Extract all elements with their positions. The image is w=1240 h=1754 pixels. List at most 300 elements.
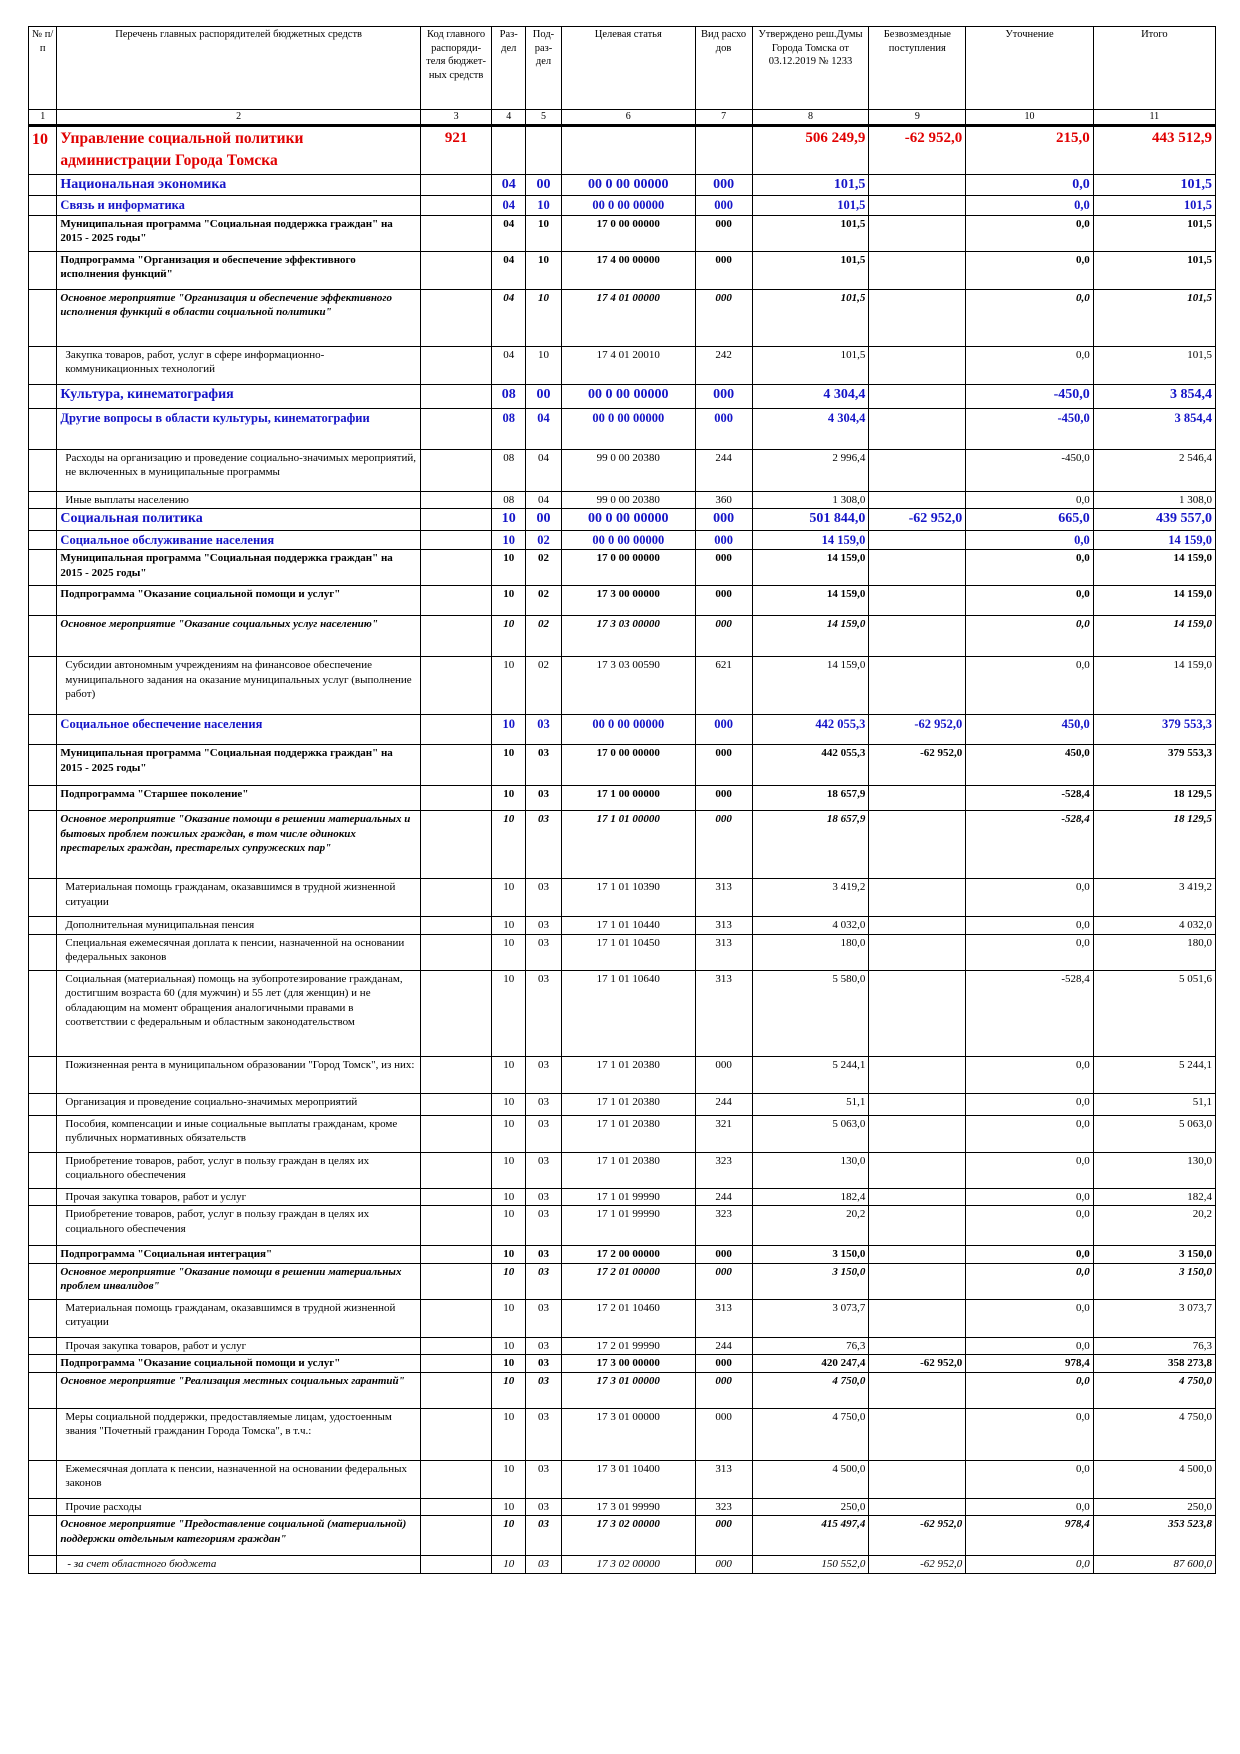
row-approved: 180,0 [752,934,869,970]
row-approved: 20,2 [752,1206,869,1246]
row-approved: 101,5 [752,251,869,289]
row-approved: 5 244,1 [752,1056,869,1093]
row-expense-type: 000 [695,251,752,289]
row-approved: 506 249,9 [752,126,869,175]
row-expense-type: 000 [695,1056,752,1093]
row-expense-type: 313 [695,917,752,935]
row-adjustment: 978,4 [966,1355,1093,1373]
row-razdel: 10 [492,745,526,786]
row-razdel: 10 [492,550,526,586]
table-row [29,1152,1216,1188]
row-podrazdel: 03 [526,1263,562,1299]
row-total: 4 032,0 [1093,917,1215,935]
row-total: 4 750,0 [1093,1408,1215,1460]
row-expense-type: 244 [695,1188,752,1206]
row-grants [869,1056,966,1093]
table-row [29,215,1216,251]
table-row [29,1115,1216,1152]
row-podrazdel: 03 [526,811,562,879]
row-grants [869,1408,966,1460]
table-row [29,1372,1216,1408]
row-approved: 4 500,0 [752,1460,869,1498]
table-row [29,1206,1216,1246]
row-grants [869,616,966,657]
row-grants: -62 952,0 [869,745,966,786]
row-number [29,509,57,530]
row-expense-type: 000 [695,786,752,811]
row-number [29,879,57,917]
row-razdel: 10 [492,879,526,917]
row-number [29,530,57,550]
row-name: Другие вопросы в области культуры, кинематографии [57,408,420,449]
row-adjustment: -528,4 [966,786,1093,811]
row-adjustment: -528,4 [966,970,1093,1056]
row-target-article: 99 0 00 20380 [561,491,695,509]
table-row [29,786,1216,811]
row-code: 921 [420,126,492,175]
row-number [29,1372,57,1408]
row-razdel: 10 [492,1516,526,1556]
row-target-article: 17 1 01 99990 [561,1206,695,1246]
row-expense-type: 323 [695,1498,752,1516]
row-expense-type: 313 [695,1299,752,1337]
row-number [29,1460,57,1498]
table-row [29,550,1216,586]
row-podrazdel: 10 [526,196,562,216]
row-razdel: 10 [492,715,526,745]
row-number [29,1246,57,1264]
row-expense-type: 321 [695,1115,752,1152]
row-code [420,934,492,970]
row-target-article: 17 3 02 00000 [561,1516,695,1556]
row-podrazdel: 02 [526,616,562,657]
row-total: 182,4 [1093,1188,1215,1206]
row-number [29,550,57,586]
table-row [29,934,1216,970]
row-name: Закупка товаров, работ, услуг в сфере информационно-коммуникационных технологий [57,346,420,384]
row-approved: 415 497,4 [752,1516,869,1556]
table-row [29,449,1216,491]
row-approved: 5 580,0 [752,970,869,1056]
row-adjustment: 0,0 [966,215,1093,251]
row-name: Приобретение товаров, работ, услуг в пользу граждан в целях их социального обеспечения [57,1206,420,1246]
row-name: Социальная политика [57,509,420,530]
row-podrazdel: 03 [526,1093,562,1115]
budget-table [28,26,1216,1574]
row-name: Материальная помощь гражданам, оказавшимся в трудной жизненной ситуации [57,879,420,917]
row-number [29,491,57,509]
row-podrazdel: 04 [526,491,562,509]
row-name: Ежемесячная доплата к пенсии, назначенной на основании федеральных законов [57,1460,420,1498]
table-row [29,715,1216,745]
row-target-article: 17 1 01 00000 [561,811,695,879]
row-total: 101,5 [1093,346,1215,384]
row-adjustment: 0,0 [966,1115,1093,1152]
row-code [420,715,492,745]
table-row [29,174,1216,195]
row-number [29,786,57,811]
row-number [29,1188,57,1206]
row-podrazdel: 03 [526,1355,562,1373]
row-razdel: 10 [492,1152,526,1188]
header-razdel: Раз-дел [492,27,526,110]
row-total: 3 419,2 [1093,879,1215,917]
row-name: Приобретение товаров, работ, услуг в пользу граждан в целях их социального обеспечения [57,1152,420,1188]
row-razdel: 04 [492,174,526,195]
row-code [420,1498,492,1516]
row-total: 101,5 [1093,215,1215,251]
row-grants [869,408,966,449]
row-total: 101,5 [1093,196,1215,216]
row-approved: 2 996,4 [752,449,869,491]
row-code [420,346,492,384]
column-number: 4 [492,110,526,126]
table-row [29,1408,1216,1460]
row-name: Муниципальная программа "Социальная поддержка граждан" на 2015 - 2025 годы" [57,550,420,586]
row-total: 5 063,0 [1093,1115,1215,1152]
row-name: Основное мероприятие "Предоставление социальной (материальной) поддержки отдельным категориям граждан" [57,1516,420,1556]
row-total: 5 051,6 [1093,970,1215,1056]
row-razdel: 10 [492,1299,526,1337]
table-row [29,1355,1216,1373]
row-target-article: 17 3 01 99990 [561,1498,695,1516]
row-name: Основное мероприятие "Реализация местных социальных гарантий" [57,1372,420,1408]
row-target-article: 17 0 00 00000 [561,215,695,251]
header-approved: Утверждено реш.Думы Города Томска от 03.12.2019 № 1233 [752,27,869,110]
table-row [29,491,1216,509]
row-name: Культура, кинематография [57,384,420,408]
row-total: 3 150,0 [1093,1263,1215,1299]
row-expense-type: 000 [695,745,752,786]
row-code [420,1372,492,1408]
row-code [420,550,492,586]
row-expense-type: 000 [695,408,752,449]
row-adjustment: 0,0 [966,1056,1093,1093]
row-razdel: 10 [492,1093,526,1115]
row-total: 250,0 [1093,1498,1215,1516]
row-number [29,1556,57,1574]
row-razdel: 10 [492,1246,526,1264]
row-approved: 442 055,3 [752,715,869,745]
row-code [420,1355,492,1373]
row-number [29,917,57,935]
row-razdel: 10 [492,616,526,657]
row-expense-type: 000 [695,1408,752,1460]
row-expense-type: 000 [695,1556,752,1574]
row-total: 14 159,0 [1093,586,1215,616]
row-approved: 4 304,4 [752,384,869,408]
row-podrazdel: 03 [526,1460,562,1498]
row-target-article: 17 3 01 10400 [561,1460,695,1498]
row-adjustment: 0,0 [966,1556,1093,1574]
row-total: 4 750,0 [1093,1372,1215,1408]
header-podrazdel: Под-раз-дел [526,27,562,110]
row-expense-type: 244 [695,449,752,491]
row-total: 180,0 [1093,934,1215,970]
column-number: 5 [526,110,562,126]
row-razdel [492,126,526,175]
row-grants: -62 952,0 [869,715,966,745]
row-total: 3 073,7 [1093,1299,1215,1337]
row-name: Специальная ежемесячная доплата к пенсии, назначенной на основании федеральных законов [57,934,420,970]
row-code [420,1115,492,1152]
row-razdel: 10 [492,1206,526,1246]
row-target-article: 17 2 00 00000 [561,1246,695,1264]
row-adjustment: 0,0 [966,1372,1093,1408]
table-row [29,1093,1216,1115]
row-total: 439 557,0 [1093,509,1215,530]
row-grants [869,586,966,616]
row-total: 18 129,5 [1093,786,1215,811]
row-adjustment: 0,0 [966,879,1093,917]
row-podrazdel: 02 [526,530,562,550]
row-target-article: 17 1 01 10390 [561,879,695,917]
row-expense-type: 000 [695,1372,752,1408]
table-header-row [29,27,1216,110]
row-podrazdel: 03 [526,1206,562,1246]
column-number: 9 [869,110,966,126]
row-target-article: 17 1 00 00000 [561,786,695,811]
row-adjustment: 0,0 [966,616,1093,657]
row-adjustment: 0,0 [966,1299,1093,1337]
row-target-article: 17 3 01 00000 [561,1372,695,1408]
row-razdel: 10 [492,530,526,550]
row-total: 14 159,0 [1093,550,1215,586]
column-number: 6 [561,110,695,126]
row-podrazdel: 03 [526,879,562,917]
column-number: 10 [966,110,1093,126]
row-razdel: 08 [492,449,526,491]
row-grants [869,196,966,216]
row-total: 443 512,9 [1093,126,1215,175]
row-number [29,215,57,251]
row-expense-type: 000 [695,509,752,530]
row-razdel: 04 [492,215,526,251]
row-expense-type: 000 [695,174,752,195]
row-expense-type: 313 [695,970,752,1056]
row-adjustment: 0,0 [966,1498,1093,1516]
row-grants [869,934,966,970]
row-target-article: 17 1 01 20380 [561,1056,695,1093]
row-approved: 14 159,0 [752,530,869,550]
row-grants [869,251,966,289]
row-podrazdel: 10 [526,289,562,346]
header-num: № п/п [29,27,57,110]
row-grants: -62 952,0 [869,1516,966,1556]
row-code [420,745,492,786]
row-number [29,1337,57,1355]
row-approved: 4 750,0 [752,1408,869,1460]
row-podrazdel: 00 [526,174,562,195]
row-name: Муниципальная программа "Социальная поддержка граждан" на 2015 - 2025 годы" [57,745,420,786]
row-expense-type: 313 [695,934,752,970]
row-grants: -62 952,0 [869,509,966,530]
row-expense-type: 323 [695,1206,752,1246]
row-target-article: 17 3 00 00000 [561,586,695,616]
row-total: 76,3 [1093,1337,1215,1355]
row-razdel: 10 [492,657,526,715]
row-total: 51,1 [1093,1093,1215,1115]
table-row [29,879,1216,917]
row-name: Прочие расходы [57,1498,420,1516]
row-target-article: 17 2 01 99990 [561,1337,695,1355]
row-total: 130,0 [1093,1152,1215,1188]
budget-document-page [28,26,1216,1574]
row-adjustment: 215,0 [966,126,1093,175]
row-podrazdel: 02 [526,550,562,586]
row-razdel: 10 [492,786,526,811]
header-total: Итого [1093,27,1215,110]
row-expense-type: 000 [695,586,752,616]
row-grants [869,289,966,346]
row-grants [869,215,966,251]
row-razdel: 10 [492,934,526,970]
row-target-article: 17 1 01 10640 [561,970,695,1056]
row-target-article: 17 0 00 00000 [561,745,695,786]
row-grants: -62 952,0 [869,1355,966,1373]
row-adjustment: -450,0 [966,449,1093,491]
row-expense-type: 000 [695,811,752,879]
column-number: 8 [752,110,869,126]
row-razdel: 10 [492,1188,526,1206]
row-name: Подпрограмма "Социальная интеграция" [57,1246,420,1264]
row-number [29,1152,57,1188]
row-grants [869,1263,966,1299]
row-code [420,530,492,550]
column-number: 3 [420,110,492,126]
table-row [29,126,1216,175]
row-adjustment: 0,0 [966,917,1093,935]
row-number [29,346,57,384]
row-total: 4 500,0 [1093,1460,1215,1498]
row-podrazdel: 03 [526,1556,562,1574]
row-code [420,811,492,879]
row-adjustment: 0,0 [966,657,1093,715]
row-razdel: 10 [492,1337,526,1355]
row-razdel: 04 [492,196,526,216]
table-row [29,970,1216,1056]
row-expense-type: 000 [695,616,752,657]
row-name: Меры социальной поддержки, предоставляемые лицам, удостоенным звания "Почетный гражданин Города Томска", в т.ч.: [57,1408,420,1460]
row-name: Социальное обеспечение населения [57,715,420,745]
row-code [420,1299,492,1337]
row-name: Пособия, компенсации и иные социальные выплаты гражданам, кроме публичных нормативных обязательств [57,1115,420,1152]
row-number [29,1355,57,1373]
row-approved: 14 159,0 [752,586,869,616]
row-target-article: 17 4 01 20010 [561,346,695,384]
row-code [420,1188,492,1206]
row-target-article: 17 1 01 20380 [561,1115,695,1152]
row-code [420,1460,492,1498]
row-podrazdel: 03 [526,1056,562,1093]
row-expense-type: 313 [695,1460,752,1498]
row-approved: 14 159,0 [752,550,869,586]
row-razdel: 10 [492,970,526,1056]
table-row [29,1516,1216,1556]
row-expense-type [695,126,752,175]
row-adjustment: -528,4 [966,811,1093,879]
row-grants [869,786,966,811]
row-razdel: 10 [492,811,526,879]
table-row [29,530,1216,550]
row-number [29,1115,57,1152]
row-number [29,586,57,616]
row-razdel: 10 [492,1263,526,1299]
row-code [420,1556,492,1574]
table-row [29,917,1216,935]
row-approved: 130,0 [752,1152,869,1188]
row-adjustment: 0,0 [966,1263,1093,1299]
row-approved: 442 055,3 [752,745,869,786]
row-razdel: 08 [492,384,526,408]
row-code [420,879,492,917]
row-razdel: 10 [492,1115,526,1152]
row-code [420,1516,492,1556]
row-number [29,408,57,449]
row-grants [869,550,966,586]
row-grants [869,879,966,917]
row-razdel: 10 [492,509,526,530]
row-code [420,384,492,408]
table-row [29,1188,1216,1206]
row-grants [869,657,966,715]
row-expense-type: 000 [695,550,752,586]
row-target-article: 00 0 00 00000 [561,384,695,408]
row-adjustment: 0,0 [966,586,1093,616]
row-code [420,1263,492,1299]
row-code [420,657,492,715]
row-podrazdel: 03 [526,1246,562,1264]
row-number [29,1498,57,1516]
row-grants [869,917,966,935]
row-podrazdel [526,126,562,175]
table-body [29,126,1216,1574]
row-expense-type: 000 [695,215,752,251]
header-code: Код главного распоряди-теля бюджет-ных средств [420,27,492,110]
row-name: Иные выплаты населению [57,491,420,509]
row-code [420,970,492,1056]
row-razdel: 04 [492,289,526,346]
row-adjustment: 450,0 [966,715,1093,745]
row-approved: 182,4 [752,1188,869,1206]
row-number [29,251,57,289]
row-target-article: 17 1 01 20380 [561,1093,695,1115]
row-podrazdel: 03 [526,1188,562,1206]
row-number: 10 [29,126,57,175]
row-target-article: 00 0 00 00000 [561,509,695,530]
row-podrazdel: 03 [526,1115,562,1152]
row-target-article: 17 3 00 00000 [561,1355,695,1373]
row-approved: 250,0 [752,1498,869,1516]
row-grants [869,346,966,384]
table-row [29,616,1216,657]
row-total: 14 159,0 [1093,657,1215,715]
row-approved: 5 063,0 [752,1115,869,1152]
row-grants: -62 952,0 [869,126,966,175]
row-code [420,1093,492,1115]
row-podrazdel: 03 [526,1152,562,1188]
row-target-article: 00 0 00 00000 [561,715,695,745]
row-approved: 101,5 [752,215,869,251]
row-target-article: 17 3 03 00590 [561,657,695,715]
row-name: Основное мероприятие "Оказание помощи в решении материальных и бытовых проблем пожилых граждан, в том числе одиноких престарелых граждан, престарелых супружеских пар" [57,811,420,879]
row-name: Муниципальная программа "Социальная поддержка граждан" на 2015 - 2025 годы" [57,215,420,251]
table-row [29,1263,1216,1299]
table-row [29,1498,1216,1516]
row-total: 101,5 [1093,289,1215,346]
row-total: 14 159,0 [1093,616,1215,657]
row-approved: 101,5 [752,346,869,384]
